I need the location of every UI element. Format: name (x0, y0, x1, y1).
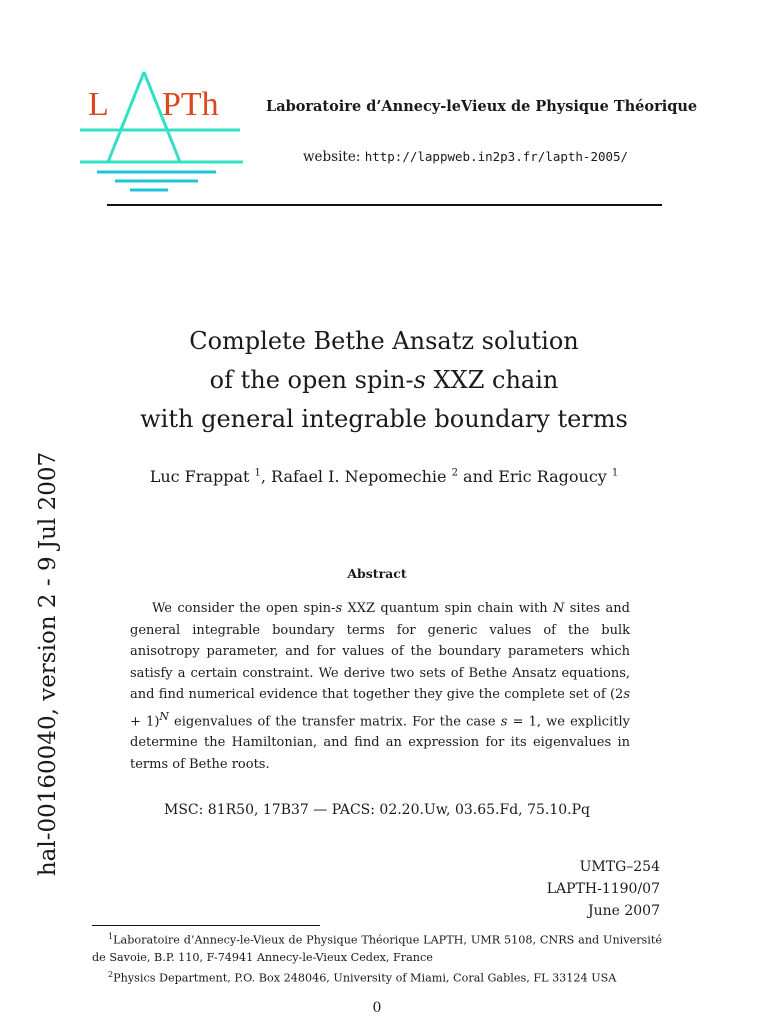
footnote-1-mark: 1 (108, 932, 114, 941)
title-line-2 (0, 361, 768, 400)
abstract-text: = 1, we explicitly determine the Hamiltonian, and find an expression for its eigenvalues in terms of Bethe roots. (130, 713, 630, 772)
math-s: s (623, 687, 630, 702)
footnote-2-mark: 2 (108, 969, 114, 979)
report-number-2: LAPTH-1190/07 (546, 881, 660, 897)
report-numbers (547, 856, 660, 922)
footnotes (92, 928, 662, 986)
author-sep: , (260, 467, 272, 486)
author-1-mark: 1 (254, 467, 261, 479)
msc-pacs-codes: MSC: 81R50, 17B37 — PACS: 02.20.Uw, 03.65.Fd, 75.10.Pq (164, 802, 590, 818)
website-line (303, 149, 628, 165)
abstract-text: + 1) (130, 713, 160, 729)
author-3: Eric Ragoucy (498, 467, 607, 486)
title-line-2-post: XXZ chain (425, 366, 559, 394)
footnote-1-text: Laboratoire d’Annecy-le-Vieux de Physique Théorique LAPTH, UMR 5108, CNRS and Université de Savoie, B.P. 110, F-74941 Annecy-le-Vieux Cedex, France (92, 933, 662, 964)
math-n: N (553, 601, 565, 616)
website-label: website: (303, 149, 365, 165)
report-number-1: UMTG–254 (579, 859, 660, 875)
report-date: June 2007 (587, 903, 660, 919)
author-1: Luc Frappat (149, 467, 250, 486)
logo-letters-pth: PTh (162, 86, 219, 123)
author-2-mark: 2 (451, 467, 458, 479)
logo-a-left-leg (108, 72, 144, 162)
footnote-2-text: Physics Department, P.O. Box 248046, University of Miami, Coral Gables, FL 33124 USA (113, 971, 617, 985)
title-line-3: with general integrable boundary terms (140, 405, 628, 433)
author-3-mark: 1 (611, 467, 619, 479)
footnote-2 (92, 966, 662, 987)
math-s: s (500, 713, 508, 729)
page-number: 0 (372, 1000, 382, 1016)
paper-title (0, 322, 768, 439)
lapth-logo (80, 70, 250, 195)
website-link[interactable]: http://lappweb.in2p3.fr/lapth-2005/ (364, 149, 629, 164)
title-line-2-pre: of the open spin- (209, 366, 414, 394)
header-rule (107, 204, 662, 206)
logo-letter-l: L (88, 86, 109, 123)
footnote-rule (92, 925, 320, 926)
lab-name: Laboratoire d’Annecy-leVieux de Physique Théorique (266, 98, 698, 115)
author-sep: and (457, 467, 499, 486)
hal-side-stamp: hal-00160040, version 2 - 9 Jul 2007 (35, 451, 61, 877)
math-s: s (335, 601, 343, 616)
abstract-body (130, 598, 630, 775)
abstract-text: sites and general integrable boundary terms for generic values of the bulk anisotropy parameter, and for values of the boundary parameters which satisfy a certain constraint. We derive two sets of Bethe Ansatz equations, and find numerical evidence that together they give the complete set of (2 (130, 601, 630, 702)
title-line-1: Complete Bethe Ansatz solution (189, 327, 579, 355)
abstract-heading: Abstract (347, 566, 407, 581)
abstract-text: We consider the open spin- (152, 601, 336, 616)
abstract-text: eigenvalues of the transfer matrix. For the case (168, 713, 501, 729)
title-var-s: s (413, 366, 426, 394)
abstract-text: XXZ quantum spin chain with (342, 601, 553, 616)
author-2: Rafael I. Nepomechie (271, 467, 447, 486)
footnote-1 (92, 928, 662, 966)
author-list (0, 467, 768, 486)
math-n-sup: N (159, 709, 169, 723)
